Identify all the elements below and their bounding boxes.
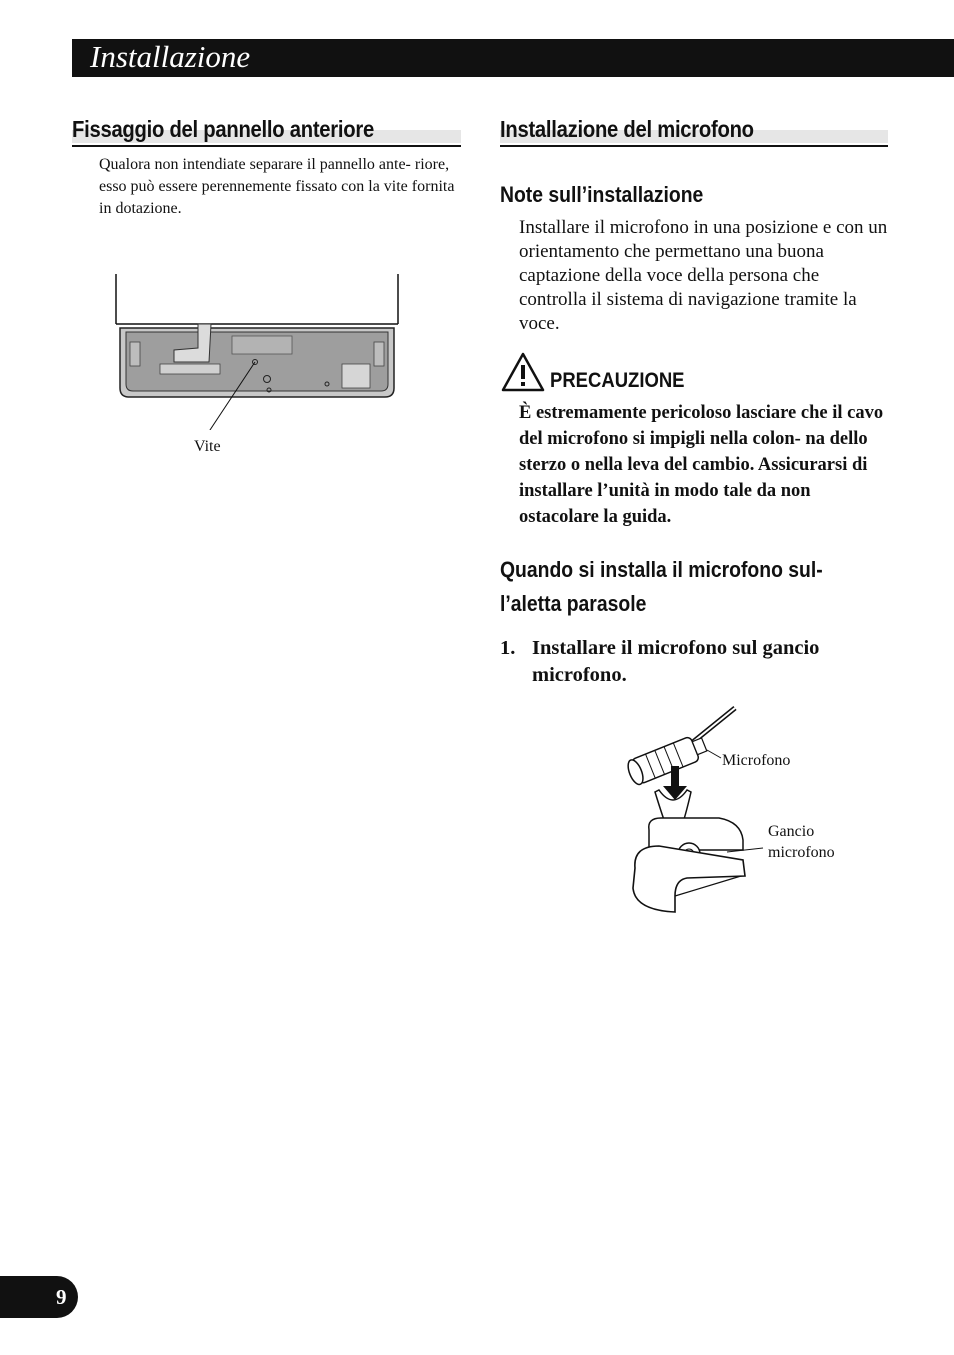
section-heading-rule bbox=[500, 145, 888, 147]
visor-heading: Quando si installa il microfono sul- l’aletta parasole bbox=[500, 557, 823, 616]
faceplate-instructions: Qualora non intendiate separare il pannello ante- riore, esso può essere perennemente fissato con la vite fornita in dotazione. bbox=[99, 156, 455, 217]
microphone-clip-illustration bbox=[615, 700, 855, 920]
section-heading-microphone: Installazione del microfono bbox=[500, 116, 754, 142]
caution-title: PRECAUZIONE bbox=[550, 369, 685, 392]
clip-label: Gancio microfono bbox=[768, 823, 835, 861]
microphone-label: Microfono bbox=[722, 752, 791, 769]
warning-icon bbox=[501, 352, 545, 392]
caution-body: È estremamente pericoloso lasciare che il cavo del microfono si impigli nella colon- na dello sterzo o nella leva del cambio. Assicurarsi di installare l’unità in modo tale da non ostacolare la guida. bbox=[519, 403, 884, 527]
faceplate-illustration bbox=[112, 270, 402, 430]
screw-label: Vite bbox=[194, 438, 221, 455]
notes-heading: Note sull’installazione bbox=[500, 182, 704, 207]
step-text: Installare il microfono sul gancio microfono. bbox=[532, 637, 820, 686]
section-heading-faceplate: Fissaggio del pannello anteriore bbox=[72, 116, 374, 142]
page-number: 9 bbox=[56, 1285, 67, 1309]
section-heading-rule bbox=[72, 145, 461, 147]
header-bar bbox=[72, 39, 954, 77]
step-number: 1. bbox=[500, 637, 516, 659]
page-title: Installazione bbox=[90, 39, 251, 74]
page-number-tab bbox=[0, 1276, 78, 1318]
notes-body: Installare il microfono in una posizione e con un orientamento che permettano una buona captazione della voce della persona che controlla il sistema di navigazione tramite la voce. bbox=[519, 217, 888, 334]
step-1 bbox=[500, 635, 890, 695]
